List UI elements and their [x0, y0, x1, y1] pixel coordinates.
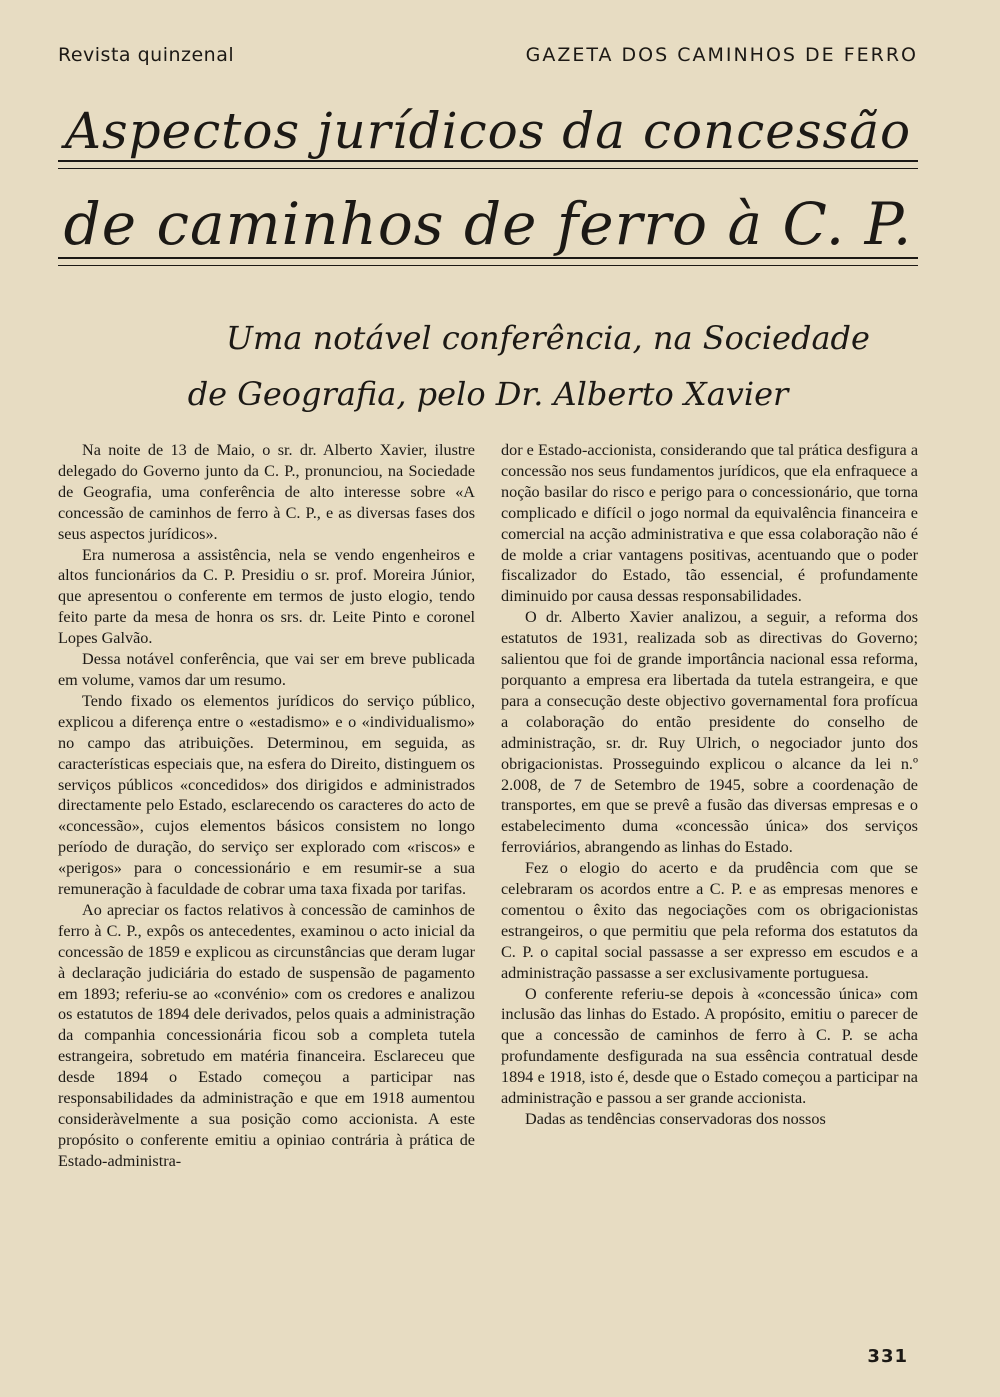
article-body: [58, 440, 918, 1172]
page-number: 331: [867, 1346, 908, 1367]
title-rule-1: [58, 160, 918, 169]
paragraph: Dessa notável conferência, que vai ser em breve publicada em volume, vamos dar um resumo.: [58, 650, 475, 689]
publication-title: GAZETA DOS CAMINHOS DE FERRO: [525, 44, 918, 66]
running-header: [58, 44, 918, 66]
paragraph: Tendo fixado os elementos jurídicos do serviço público, explicou a diferença entre o «estadismo» e o «individualismo» no campo das atribuições. Determinou, em seguida, as características especiais que, na esfera do Direito, distinguem os serviços públicos «concedidos» dos dirigidos e administrados directamente pelo Estado, esclarecendo os caracteres do acto de «concessão», cujos elementos básicos consistem no longo período de duração, do serviço ser explorado com «riscos» e «perigos» para o concessionário e em resumir-se a sua remuneração à faculdade de cobrar uma taxa fixada por tarifas.: [58, 691, 475, 899]
paragraph: Na noite de 13 de Maio, o sr. dr. Alberto Xavier, ilustre delegado do Governo junto da C. P., pronunciou, na Sociedade de Geografia, uma conferência de alto interesse sobre «A concessão de caminhos de ferro à C. P., e as diversas fases dos seus aspectos jurídicos».: [58, 441, 475, 543]
column-right: [501, 440, 918, 1172]
paragraph: O dr. Alberto Xavier analizou, a seguir, a reforma dos estatutos de 1931, realizada sob as directivas do Governo; salientou que foi de grande importância nacional essa reforma, porquanto a empresa era libertada da tutela estrangeira, e que para a consecução deste objectivo governamental fora profícua a colaboração do então presidente do conselho de administração, sr. dr. Ruy Ulrich, o negociador junto dos obrigacionistas. Prosseguindo explicou o alcance da lei n.º 2.008, de 7 de Setembro de 1945, sobre a coordenação de transportes, em que se prevê a fusão das diversas empresas e o estabelecimento duma «concessão única» dos serviços ferroviários, abrangendo as linhas do Estado.: [501, 608, 918, 857]
title-line-2: de caminhos de ferro à C. P.: [63, 190, 913, 258]
paragraph: Era numerosa a assistência, nela se vendo engenheiros e altos funcionários da C. P. Presidiu o sr. prof. Moreira Júnior, que apresentou o conferente em termos de justo elogio, tendo feito parte da mesa de honra os srs. dr. Leite Pinto e coronel Lopes Galvão.: [58, 545, 475, 648]
subtitle-line-1: Uma notável conferência, na Sociedade: [226, 319, 870, 357]
subtitle-line-2: de Geografia, pelo Dr. Alberto Xavier: [187, 375, 789, 413]
title-rule-2: [58, 257, 918, 266]
paragraph-continued: dor e Estado-accionista, considerando que tal prática desfigura a concessão nos seus fundamentos jurídicos, que ela enfraquece a noção basilar do risco e perigo para o concessionário, que torna complicado e difícil o jogo normal da equivalência financeira e comercial na acção administrativa e que essa colaboração não é de molde a criar vantagens positivas, acentuando que o poder fiscalizador do Estado, tão essencial, é profundamente diminuido por causa dessas responsabilidades.: [501, 441, 918, 606]
paragraph: O conferente referiu-se depois à «concessão única» com inclusão das linhas do Estado. A propósito, emitiu o parecer de que a concessão de caminhos de ferro à C. P. se acha profundamente desfigurada na sua essência contratual desde 1894 e 1918, isto é, desde que o Estado começou a participar na administração e passou a ser grande accionista.: [501, 984, 918, 1108]
title-line-1: Aspectos jurídicos da concessão: [64, 102, 912, 160]
paragraph: Dadas as tendências conservadoras dos nossos: [525, 1110, 826, 1128]
article-subtitle: [58, 310, 918, 422]
paragraph: Ao apreciar os factos relativos à concessão de caminhos de ferro à C. P., expôs os antecedentes, examinou o acto inicial da concessão de 1859 e explicou as circunstâncias que deram lugar à declaração judiciária do estado de suspensão de pagamento em 1893; referiu-se ao «convénio» com os credores e analizou os estatutos de 1894 dele derivados, pelos quais a administração da companhia concessionária ficou sob a completa tutela estrangeira, sobretudo em matéria financeira. Esclareceu que desde 1894 o Estado começou a participar nas responsabilidades da administração e que em 1918 aumentou consideràvelmente a sua posição como accionista. A este propósito o conferente emitiu a opiniao contrária à prática de Estado-administra-: [58, 900, 475, 1170]
paragraph: Fez o elogio do acerto e da prudência com que se celebraram os acordos entre a C. P. e as empresas menores e comentou o êxito das negociações com os obrigacionistas estrangeiros, o que permitiu que pela reforma dos estatutos da C. P. o capital social passasse a ser expresso em escudos e a administração passasse a ser exclusivamente portuguesa.: [501, 859, 918, 982]
article-title: [58, 92, 918, 266]
column-left: [58, 440, 475, 1172]
header-left-text: Revista quinzenal: [58, 44, 235, 66]
